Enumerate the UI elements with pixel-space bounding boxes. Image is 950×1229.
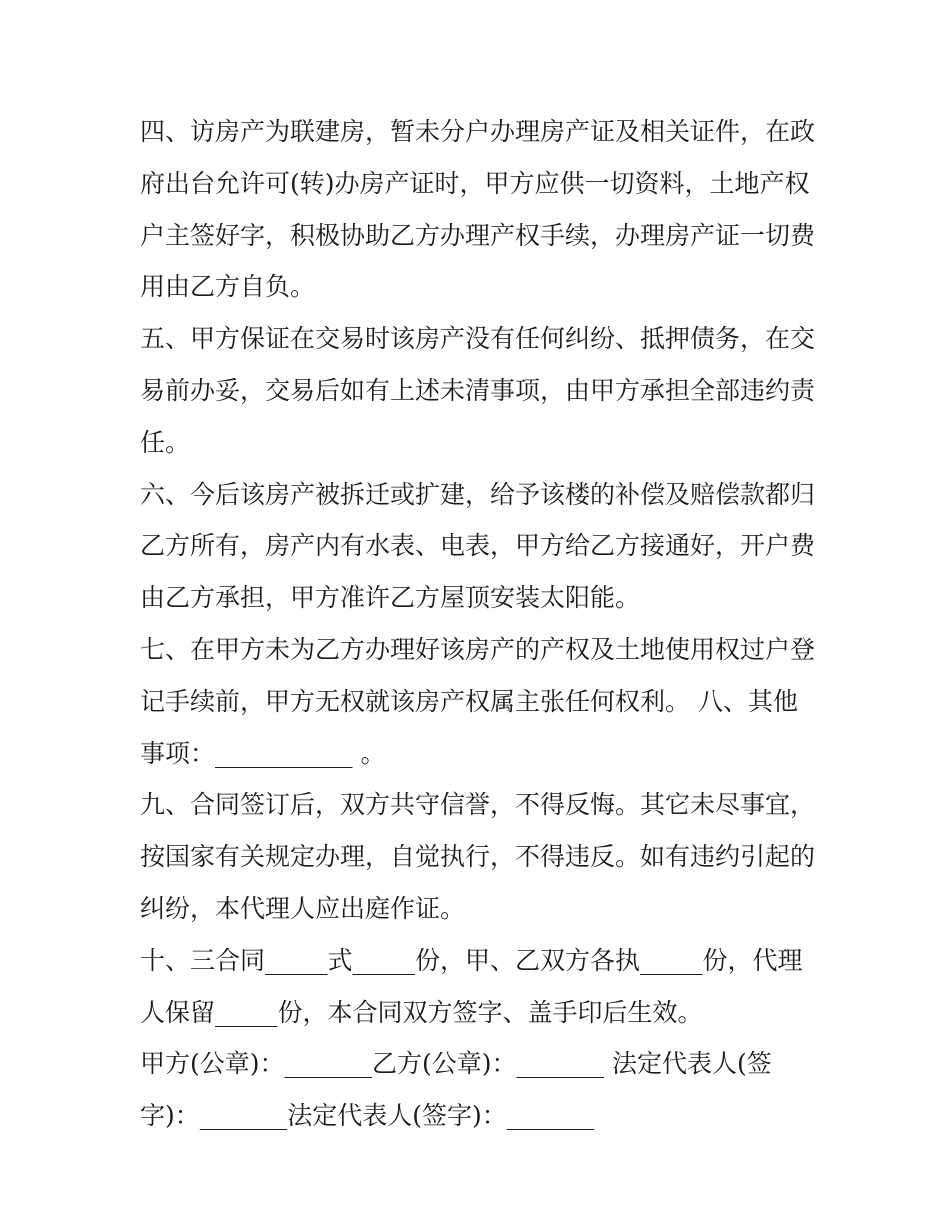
signature-line-1: 甲方(公章)：_______乙方(公章)：_______ 法定代表人(签 xyxy=(140,1049,772,1079)
clause-5-line-2: 易前办妥，交易后如有上述未清事项，由甲方承担全部违约责 xyxy=(140,375,816,405)
clause-6-line-3: 由乙方承担，甲方准许乙方屋顶安装太阳能。 xyxy=(140,583,641,613)
clause-5-line-3: 任。 xyxy=(140,427,191,457)
clause-6-line-1: 六、今后该房产被拆迁或扩建，给予该楼的补偿及赔偿款都归 xyxy=(140,479,816,509)
clause-8-line: 事项：___________ 。 xyxy=(140,738,386,768)
clause-6-line-2: 乙方所有，房产内有水表、电表，甲方给乙方接通好，开户费 xyxy=(140,531,816,561)
clause-9-line-1: 九、合同签订后，双方共守信誉，不得反悔。其它未尽事宜， xyxy=(140,790,816,820)
clause-9-line-3: 纠纷，本代理人应出庭作证。 xyxy=(140,893,466,923)
clause-10-line-2: 人保留_____份，本合同双方签字、盖手印后生效。 xyxy=(140,997,703,1027)
clause-7-line-1: 七、在甲方未为乙方办理好该房产的产权及土地使用权过户登 xyxy=(140,634,816,664)
clause-4-line-3: 户主签好字，积极协助乙方办理产权手续，办理房产证一切费 xyxy=(140,220,816,250)
signature-line-2: 字)：_______法定代表人(签字)：_______ xyxy=(140,1101,595,1131)
clause-9-line-2: 按国家有关规定办理，自觉执行，不得违反。如有违约引起的 xyxy=(140,842,816,872)
clause-10-line-1: 十、三合同_____式_____份，甲、乙双方各执_____份，代理 xyxy=(140,945,803,975)
clause-7-line-2: 记手续前，甲方无权就该房产权属主张任何权利。 八、其他 xyxy=(140,686,798,716)
clause-5-line-1: 五、甲方保证在交易时该房产没有任何纠纷、抵押债务，在交 xyxy=(140,324,816,354)
clause-4-line-2: 府出台允许可(转)办房产证时，甲方应供一切资料，土地产权 xyxy=(140,168,810,198)
clause-4-line-1: 四、访房产为联建房，暂未分户办理房产证及相关证件，在政 xyxy=(140,117,816,146)
contract-text xyxy=(140,106,820,1142)
clause-4-line-4: 用由乙方自负。 xyxy=(140,272,316,302)
